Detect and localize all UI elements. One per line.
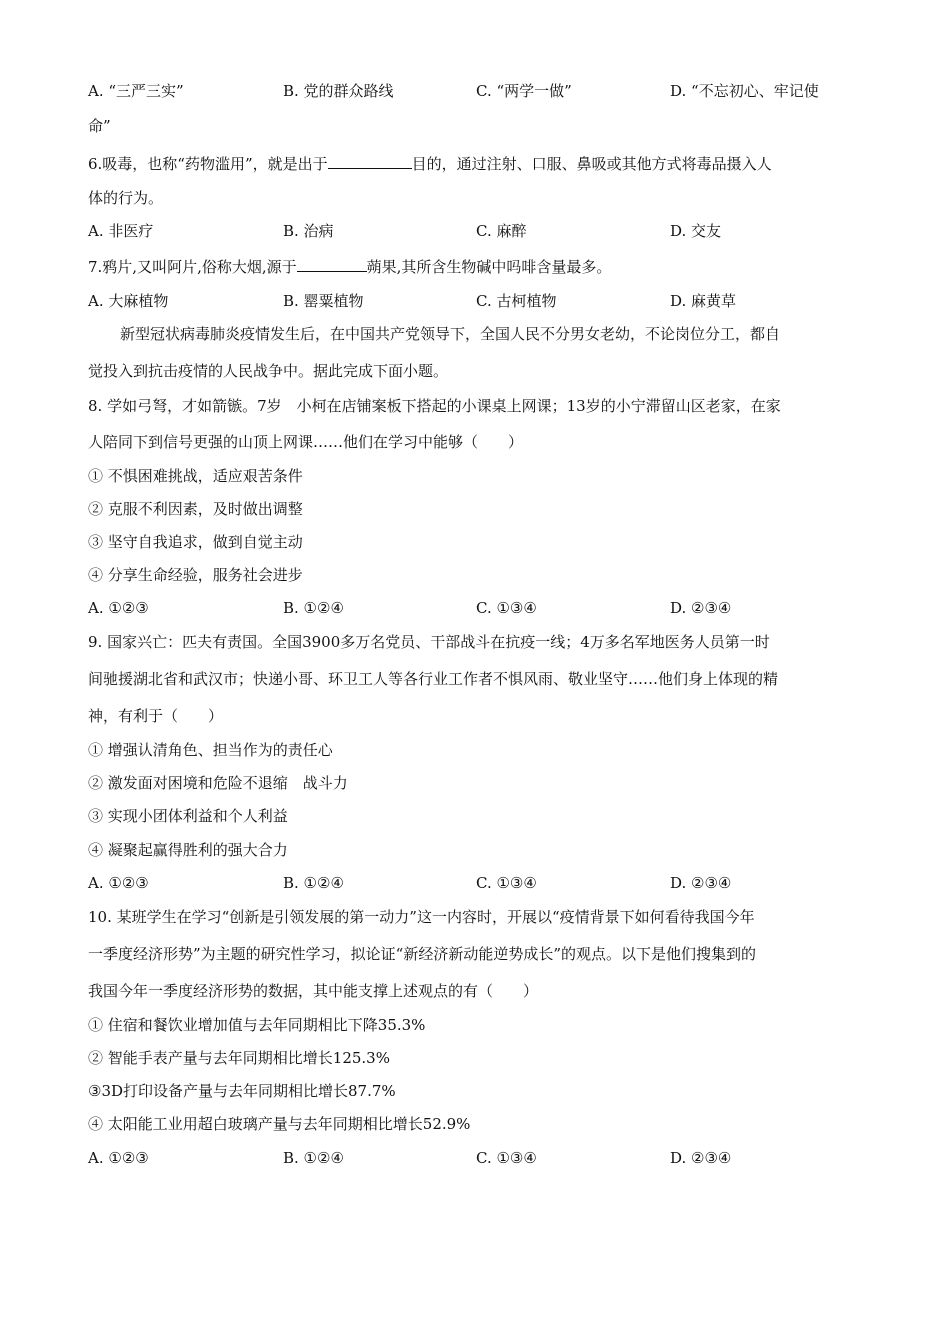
q9-item-4: ④ 凝聚起赢得胜利的强大合力 xyxy=(88,841,288,859)
q10-stem-line-3: 我国今年一季度经济形势的数据，其中能支撑上述观点的有（ ） xyxy=(88,982,539,1000)
q10-item-1: ① 住宿和餐饮业增加值与去年同期相比下降35.3% xyxy=(88,1016,426,1034)
q8-option-c[interactable]: C. ①③④ xyxy=(476,599,537,617)
q6-stem-part-b: 目的，通过注射、口服、鼻吸或其他方式将毒品摄入人 xyxy=(411,155,772,173)
q9-item-2: ② 激发面对困境和危险不退缩 战斗力 xyxy=(88,774,348,792)
q9-item-1: ① 增强认清角色、担当作为的责任心 xyxy=(88,741,333,759)
q10-option-d[interactable]: D. ②③④ xyxy=(670,1149,732,1167)
q7-stem-part-a: 7.鸦片,又叫阿片,俗称大烟,源于 xyxy=(88,258,297,276)
q6-option-a[interactable]: A. 非医疗 xyxy=(88,222,154,240)
q6-option-b[interactable]: B. 治病 xyxy=(283,222,334,240)
q6-stem-part-a: 6.吸毒，也称“药物滥用”，就是出于 xyxy=(88,155,328,173)
q9-option-c[interactable]: C. ①③④ xyxy=(476,874,537,892)
q10-stem-line-1: 10. 某班学生在学习“创新是引领发展的第一动力”这一内容时，开展以“疫情背景下如何看待我国今年 xyxy=(88,908,755,926)
q8-options xyxy=(88,598,868,618)
q6-options xyxy=(88,221,868,241)
q9-stem-line-2: 间驰援湖北省和武汉市；快递小哥、环卫工人等各行业工作者不惧风雨、敬业坚守……他们身上体现的精 xyxy=(88,670,779,688)
q7-option-c[interactable]: C. 古柯植物 xyxy=(476,292,557,310)
q9-stem-line-1: 9. 国家兴亡：匹夫有责国。全国3900多万名党员、干部战斗在抗疫一线；4万多名军地医务人员第一时 xyxy=(88,633,770,651)
q8-option-a[interactable]: A. ①②③ xyxy=(88,599,149,617)
q10-stem-line-2: 一季度经济形势”为主题的研究性学习，拟论证“新经济新动能逆势成长”的观点。以下是他们搜集到的 xyxy=(88,945,757,963)
q6-option-c[interactable]: C. 麻醉 xyxy=(476,222,527,240)
q8-option-d[interactable]: D. ②③④ xyxy=(670,599,732,617)
q9-option-a[interactable]: A. ①②③ xyxy=(88,874,149,892)
q5-option-c[interactable]: C. “两学一做” xyxy=(476,82,572,100)
q8-option-b[interactable]: B. ①②④ xyxy=(283,599,344,617)
q8-item-1: ① 不惧困难挑战，适应艰苦条件 xyxy=(88,467,303,485)
q8-stem-line-2: 人陪同下到信号更强的山顶上网课……他们在学习中能够（ ） xyxy=(88,433,524,451)
q5-option-d[interactable]: D. “不忘初心、牢记使 xyxy=(670,82,819,100)
q5-option-a[interactable]: A. “三严三实” xyxy=(88,82,184,100)
q7-stem-part-b: 蒴果,其所含生物碱中吗啡含量最多。 xyxy=(366,258,612,276)
q7-option-a[interactable]: A. 大麻植物 xyxy=(88,292,169,310)
q5-option-b[interactable]: B. 党的群众路线 xyxy=(283,82,394,100)
q10-options xyxy=(88,1148,868,1168)
q6-option-d[interactable]: D. 交友 xyxy=(670,222,722,240)
q8-item-2: ② 克服不利因素，及时做出调整 xyxy=(88,500,303,518)
q7-stem xyxy=(88,256,868,277)
q9-item-3: ③ 实现小团体利益和个人利益 xyxy=(88,807,288,825)
q10-item-2: ② 智能手表产量与去年同期相比增长125.3% xyxy=(88,1049,390,1067)
q9-stem-line-3: 神，有利于（ ） xyxy=(88,707,224,725)
intro-line-1: 新型冠状病毒肺炎疫情发生后，在中国共产党领导下，全国人民不分男女老幼，不论岗位分工，都自 xyxy=(120,325,781,343)
q8-item-3: ③ 坚守自我追求，做到自觉主动 xyxy=(88,533,303,551)
q10-item-4: ④ 太阳能工业用超白玻璃产量与去年同期相比增长52.9% xyxy=(88,1115,471,1133)
q10-item-3: ③3D打印设备产量与去年同期相比增长87.7% xyxy=(88,1082,396,1100)
q6-blank xyxy=(328,153,412,169)
q8-stem-line-1: 8. 学如弓弩，才如箭镞。7岁 小柯在店铺案板下搭起的小课桌上网课；13岁的小宁滞留山区老家，在家 xyxy=(88,397,781,415)
intro-line-2: 觉投入到抗击疫情的人民战争中。据此完成下面小题。 xyxy=(88,362,449,380)
q7-blank xyxy=(297,256,367,272)
q9-option-b[interactable]: B. ①②④ xyxy=(283,874,344,892)
q7-options xyxy=(88,291,868,311)
q10-option-a[interactable]: A. ①②③ xyxy=(88,1149,149,1167)
q8-item-4: ④ 分享生命经验，服务社会进步 xyxy=(88,566,303,584)
q5-option-d-continuation: 命” xyxy=(88,117,111,135)
q7-option-d[interactable]: D. 麻黄草 xyxy=(670,292,737,310)
q10-option-c[interactable]: C. ①③④ xyxy=(476,1149,537,1167)
q10-option-b[interactable]: B. ①②④ xyxy=(283,1149,344,1167)
q5-options xyxy=(88,81,868,101)
q9-options xyxy=(88,873,868,893)
q6-stem-line-2: 体的行为。 xyxy=(88,189,164,207)
q6-stem-line-1 xyxy=(88,153,868,174)
q7-option-b[interactable]: B. 罂粟植物 xyxy=(283,292,364,310)
q9-option-d[interactable]: D. ②③④ xyxy=(670,874,732,892)
